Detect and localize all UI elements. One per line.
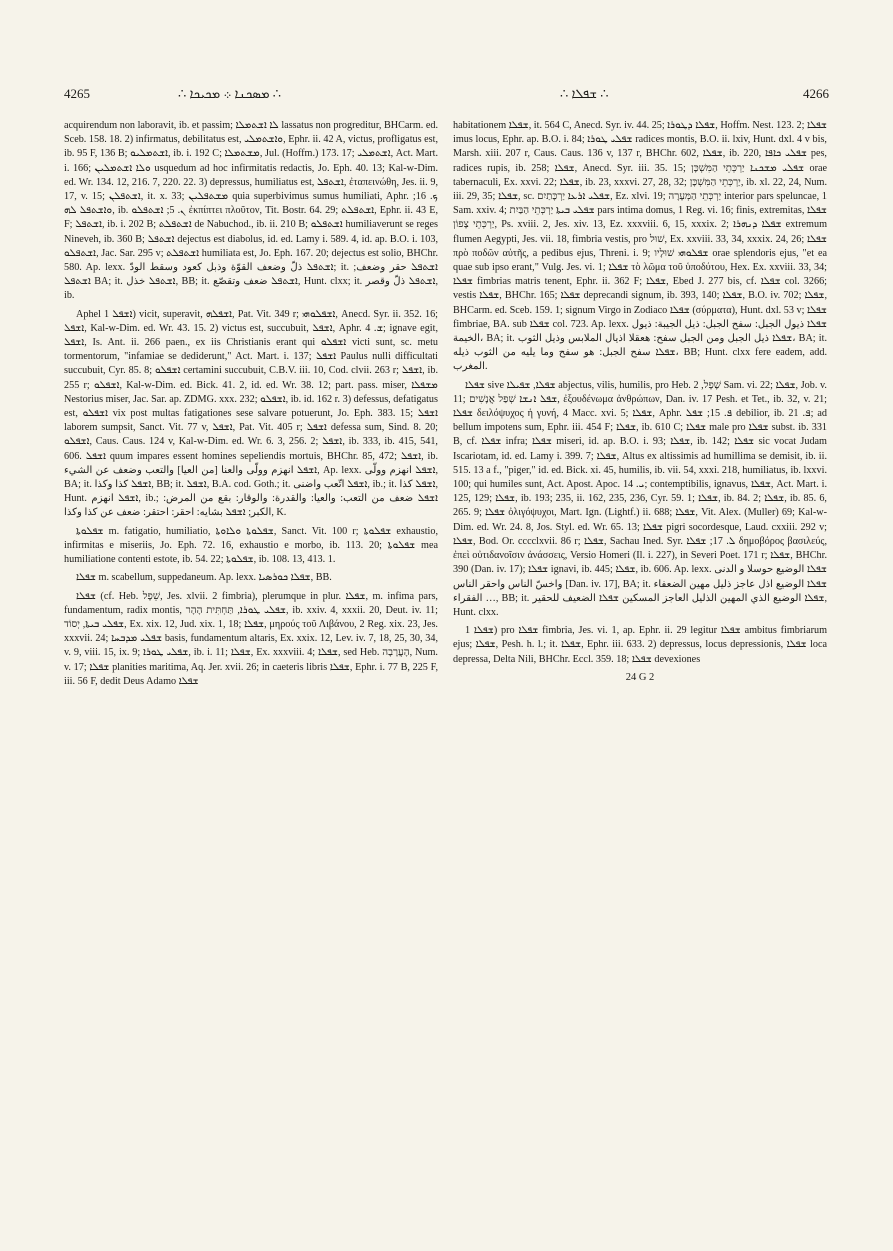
running-title-right: ∴ ܫܦܠܐ ∴: [560, 86, 609, 101]
entry-paragraph: ܫܦܠܘܬܐ m. fatigatio, humiliatio, ܫܦܠܘܬܐ ܘܠܐܘܬܐ, Sanct. Vit. 100 r; ܫܦܠܘܬܐ exhaustio, infirmitas e miseriis, Jo. Eph. 72. 16, exhaustio e morbo, ib. 113. 20; ܫܦܠܘܬܐ mea humiliatione contenti estote, ib. 54. 22; ܫܦܠܘܬܐ, ib. 108. 13, 413. 1.: [64, 525, 438, 566]
left-column: [64, 119, 438, 1237]
entry-paragraph: ܫܦܠܐ sive ܫܦܠܐ, ܫܦܝܠܐ abjectus, vilis, humilis, pro Heb. שָׁפָל, 2 Sam. vi. 22; ܫܦܠܐ, Job. v. 11; ܫܦܠ ܐܢܫܐ שְׁפַל אֲנָשִׁים, ἐξουδένωμα ἀνθρώπων, Dan. iv. 17 Pesh. et Tet., ib. 32, v. 21; ܫܦܠܐ δειλόψυχος ἡ γυνή, 4 Macc. xvi. 5; ܫܦܠܐ, Aphr. ܦ. 15; ܫܦܠ debilior, ib. ܦ. 21; ad bellum impotens sum, Ephr. iii. 454 F; ܫܦܠܐ, ib. 610 C; ܫܦܠܐ male pro ܫܦܠܐ subst. ib. 331 B, cf. ܫܦܠܐ infra; ܫܦܠܐ miseri, id. ap. B.O. i. 93; ܫܦܠܐ, ib. 142; ܫܦܠܐ sic vocat Judam Iscariotam, id. ed. Lamy i. 399. 7; ܫܦܠܐ, Altus ex altissimis ad humillima se demisit, ib. ii. 515. 13 a f., "piger," id. ed. Bick. xi. 45, humilis, ib. vii. 54, xxxi. 218, humiliatus, ib. lxxvi. 100; qui humiles sunt, Act. Apost. Apoc. ܝ. 14; contemptibilis, ignavus, ܫܦܠܐ, Act. Mart. i. 125, 129; ܫܦܠܐ, ib. 193; 235, ii. 162, 235, 236, Cyr. 59. 1; ܫܦܠܐ, ib. 84. 2; ܫܦܠܐ, ib. 85. 6, 265. 9; ܫܦܠܐ ὀλιγόψυχοι, Mart. Ign. (Lightf.) ii. 688; ܫܦܠܐ, Vit. Alex. (Muller) 69; Kal-w-Dim. ed. Wr. 24. 8, Jos. Styl. ed. Wr. 65. 13; ܫܦܠܐ pigri socordesque, Laud. cxxiii. 292 v; ܫܦܠܐ, Bod. Or. cccclxvii. 86 r; ܫܦܠܐ, Sachau Ined. Syr. ܠ. 17; ܫܦܠܐ δημοβόρος βασιλεύς, ἐπεὶ οὐτιδανοῖσιν ἀνάσσεις, Versio Homeri (Il. i. 227), in Severi Poet. 171 r; ܫܦܠܐ, BHChr. 390 (Dan. iv. 17); ܫܦܠܐ ignavi, ib. 445; ܫܦܠܐ, ib. 606. Ap. lexx. ܫܦܠܐ الوضيع حوسلا و الدنى واخسّ الناس واحقر الناس [Dan. iv. 17], BA; it. ܫܦܠܐ الوضيع اذل عاجز ذليل مهين الضعفاء الفقراء …, BB; it. ܫܦܠܐ الوضيع الذي المهين الذليل العاجز المسكين ܫܦܠܐ الضعيف للحقير, Hunt. clxx.: [453, 379, 827, 618]
entry-paragraph: acquirendum non laboravit, ib. et passim; ܠܐ ܐܫܬܡܠܐ lassatus non progreditur, BHCarm. ed. Sceb. 158. 18. 2) infirmatus, debilitatus est, ܘܐܫܬܡܠܝ, Ephr. ii. 42 A, victus, profligatus est, ib. 95 F, 136 B; ܐܫܬܡܠܝܘ, ib. i. 192 C; ܡܫܬܡܠܐ, Jul. (Hoffm.) 173. 17; ܐܫܬܡܠܝ, Act. Mart. i. 166; ܘܠܐ ܐܫܬܡܠܝܢ usquedum ad hoc infirmitatis redactis, Jo. Eph. 40. 13; Kal-w-Dim. ed. Wr. 134. 12, 216. 7, 220. 22. 3) depressus, humiliatus est, ܐܫܬܦܠ, ἐταπεινώθη, Jes. ii. 9, 17, v. 15; ܐܫܬܦܠܢ, it. x. 33; ܡܫܬܦܠܝܢ quia superbivimus sumus humiliati, Aphr. ܟ. 16; ܘܐܫܬܦܠ ܠܗ, ib. ܢ. 5; ܐܫܬܦܠܘ ἐκπίπτει πλοῦτον, Tit. Bostr. 64. 29; ܐܫܬܦܠܬ, Ephr. ii. 43 E, F; ܐܫܬܦܠ, ib. i. 202 B; ܐܫܬܦܠܬ de Nabuchod., ib. ii. 210 B; ܐܫܬܦܠܘ humiliaverunt se reges Nineveh, ib. 360 B; ܐܫܬܦܠ dejectus est diabolus, id. ed. Lamy i. 589. 4, id. ap. B.O. i. 103, ܐܫܬܦܠܘ, Jac. Sar. 295 v; ܐܫܬܦܠܬ humiliata est, Jo. Eph. 167. 20; dejectus est solio, BHChr. 580. Ap. lexx. ܐܫܬܦܠ ذلّ وضعف القوّة وذبل كعود وسقط الودّ; it. ܐܫܬܦܠ حقر وضعف; ܐܫܬܦܠ BA; it. ܐܫܬܦܠ خذل, BB; it. ܐܫܬܦܠ ضعف وتقصّع, Hunt. clxx; it. ܐܫܬܦܠ ذلّ وقصر, ib.: [64, 120, 438, 302]
running-title-left: ∴ ܡܣܟܢܐ ܀ ܡܟܝܟܐ ∴: [178, 86, 282, 101]
entry-paragraph: ܫܦܠܐ 1) pro ܫܦܠܐ fimbria, Jes. vi. 1, ap. Ephr. ii. 29 legitur ܫܦܠܐ ambitus fimbriarum ejus; ܫܦܠܐ, Pesh. h. l.; it. ܫܦܠܐ, Ephr. iii. 633. 2) depressus, locus depressionis, ܫܦܠܐ loca depressa, Delta Nili, BHChr. Eccl. 359. 18; ܫܦܠܐ devexiones: [453, 625, 827, 665]
entry-paragraph: habitationem ܫܦܠܐ, it. 564 C, Anecd. Syr. iv. 44. 25; ܫܦܠܐ ܕܛܘܪܐ, Hoffm. Nest. 123. 2; ܫܦܠܐ imus locus, Ephr. ap. B.O. i. 84; ܫܦܠܝ ܛܘܪܐ radices montis, B.O. ii. lxiv, Hunt. dxl. 4 v bis, Marsh. xiii. 207 r, Caus. Caus. 136 v, 137 r, BHChr. 602, ܫܦܠܐ, ib. 220, ܫܦܠܝ ܟܐܦܐ pes, radices rupis, ib. 258; ܫܦܠܐ, Anecd. Syr. iii. 35. 15; ܫܦܠܝ ܡܫܟܢܐ יַרְכְּתֵי הַמִּשְׁכָּן orae tabernaculi, Ex. xxvi. 22; ܫܦܠܐ, ib. 23, xxxvi. 27, 28, 32; יַרְכְּתֵי הַמִּשְׁכָּן, ib. xl. 22, 24, Num. iii. 29, 35; ܫܦܠܐ, sc. ܫܦܠܝ ܐܪܥܐ יַרְכָּתַיִם, Ez. xlvi. 19; יַרְכְּתֵי הַמְּעָרָה interior pars speluncae, 1 Sam. xxiv. 4; ܫܦܠܝ ܒܝܬܐ יַרְכְּתֵי הַבַּיִת pars intima domus, 1 Reg. vi. 16; finis, extremitas, ܫܦܠܐ יַרְכְּתֵי צָפוֹן, Ps. xviii. 2, Jes. xiv. 13, Ez. xxxviii. 6, 15, xxxix. 2; ܫܦܠܐ ܕܢܗܪܐ extremum flumen Aegypti, Jes. vii. 18, fimbria vestis, pro שׁוּל, Ex. xxviii. 33, 34, xxxix. 24, 26; ܫܦܠܐ πρὸ ποδῶν αὐτῆς, a pedibus ejus, Threni. i. 9; ܫܦܠܘܗܝ שׁוּלָיו orae splendoris ejus, "et ea quae sub ipso erant," Vulg. Jes. vi. 1; ܫܦܠܐ τὸ λῶμα τοῦ ὑποδύτου, Hex. Ex. xxviii. 33, 34; ܫܦܠܐ fimbrias matris tenent, Ephr. ii. 362 F; ܫܦܠܐ, Ebed J. 277 bis, cf. ܫܦܠܐ col. 3266; vestis ܫܦܠܐ, BHChr. 165; ܫܦܠܐ deprecandi signum, ib. 393, 140; ܫܦܠܐ, B.O. iv. 702; ܫܦܠܐ, BHCarm. ed. Sceb. 159. 1; signum Virgo in Zodiaco ܫܦܠܐ (σύρματα), Hunt. dxl. 53 v; ܫܦܠܐ fimbriae, BA. sub ܫܦܠܐ col. 723. Ap. lexx. ܫܦܠܐ ذيول الجبل: سفح الجبل: ذيل الجيبة: ذيول الخيمة، BA; it. ܫܦܠܐ ذيل الجبل ومن الجبل سفح: هعقلا اذيال الملابس وذيل الثوب، BA; it. ܫܦܠܐ سفح الجبل: هو سفح وما يليه من الثوب ذيله، BB; Hunt. clxx fere eadem, add. المغرب.: [453, 120, 827, 373]
right-column: [453, 119, 827, 1237]
page-number-right: 4266: [803, 86, 829, 101]
running-header: [0, 86, 893, 106]
entry-paragraph: ܫܦܠܐ (cf. Heb. שֵׁפֶל, Jes. xlvii. 2 fimbria), plerumque in plur. ܫܦܠܐ, m. infima pars, fundamentum, radix montis, ܫܦܠܝ ܛܘܪܐ, תַּחְתִּית הָהָר, ib. xxiv. 4, xxxii. 20, Deut. iv. 11; ܫܦܠܝ ܒܝܬܐ, יְסוֹד, Ex. xix. 12, Jud. xix. 1, 18; ܫܦܠܐ, μηρούς τοῦ Λιβάνου, 2 Reg. xix. 23, Jes. xxxvii. 24; ܫܦܠܝ ܡܕܒܚܐ basis, fundamentum altaris, Ex. xxix. 12, Lev. iv. 7, 18, 25, 30, 34, v. 9, viii. 15, ix. 9; ܫܦܠܝ ܛܘܪܐ, ib. i. 11; ܫܦܠܐ, Ex. xxxviii. 4; ܫܦܠܐ, sed Heb. הָעֲרָבָה, Num. v. 17; ܫܦܠܐ planities maritima, Aq. Jer. xvii. 26; in caeteris libris ܫܦܠܐ, Ephr. i. 77 B, 225 F, iii. 56 F, dedit Deus Adamo ܫܦܠܐ: [64, 590, 438, 687]
page-number-left: 4265: [64, 86, 90, 101]
signature-mark: 24 G 2: [625, 671, 655, 683]
entry-paragraph: ܫܦܠܐ m. scabellum, suppedaneum. Ap. lexx. ܫܦܠܐ ܟܘܪܣܝܐ, BB.: [76, 572, 332, 584]
entry-paragraph: Aphel ܐܫܦܠ 1) vicit, superavit, ܐܫܦܠܗ, Pat. Vit. 349 r; ܐܫܦܠܘܗܝ, Anecd. Syr. ii. 352. 16; ܐܫܦܠ, Kal-w-Dim. ed. Wr. 43. 15. 2) victus est, succubuit, ܐܫܦܠ, Aphr. ܫ. 4; ignave egit, ܐܫܦܠ, Is. Ant. ii. 266 paen., ex iis Christianis erant qui ܐܫܦܠܘ victi sunt, sc. metu tormentorum, "infamiae se dediderunt," Act. Mart. i. 137; ܐܫܦܠ Paulus nulli difficultati succubuit, Cyr. 85. 8; ܐܫܦܠܘ certamini succubuit, C.B.V. iii. 10, Cod. clvii. 263 r; ܐܫܦܠ, ib. 255 r; ܐܫܦܠܘ, Kal-w-Dim. ed. Bick. 41. 2, id. ed. Wr. 38. 12; part. pass. miser, ܡܫܦܠܐ Nestorius miser, Jac. Sar. ap. ZDMG. xxx. 232; ܐܫܦܠܘ, ib. id. 162 r. 3) defessus, defatigatus est, ܐܫܦܠܘ vix post multas fatigationes sese salvare potuerunt, Jo. Eph. 383. 15; ܐܫܦܠ laborem sumpsit, Sanct. Vit. 77 v, ܐܫܦܠ, Pat. Vit. 405 r; ܐܫܦܠ defessa sum, Sind. 8. 20; ܐܫܦܠܘ, Caus. Caus. 124 v, Kal-w-Dim. ed. Wr. 6. 3, 256. 2; ܐܫܦܠ, ib. 333, ib. 415, 541, 606. ܐܫܦܠ quum impares essent homines sepeliendis mortuis, BHChr. 85, 472; ܐܫܦܠ, ib. ܐܫܦܠ انهزم وولّى والعنا [من العيا] والتعب وضعف عن الشيء, Ap. lexx. ܐܫܦܠ انهزم وولّى, BA; it. ܐܫܦܠ كذا وكذا, BB; it. ܐܫܦܠ, B.A. cod. Goth.; it. ܐܫܦܠ اتّعب واضنى, ib.; it. ܐܫܦܠ كذا, Hunt. ܐܫܦܠ انهزم, ib.; ܐܫܦܠ ضعف من التعب: والعيا: والقدرة: والوقار: بقع من المرض: الكبر; ܐܫܦܠ بشايه: احقر: احتقر: ضعف عن كذا وكذا, K.: [64, 308, 438, 519]
